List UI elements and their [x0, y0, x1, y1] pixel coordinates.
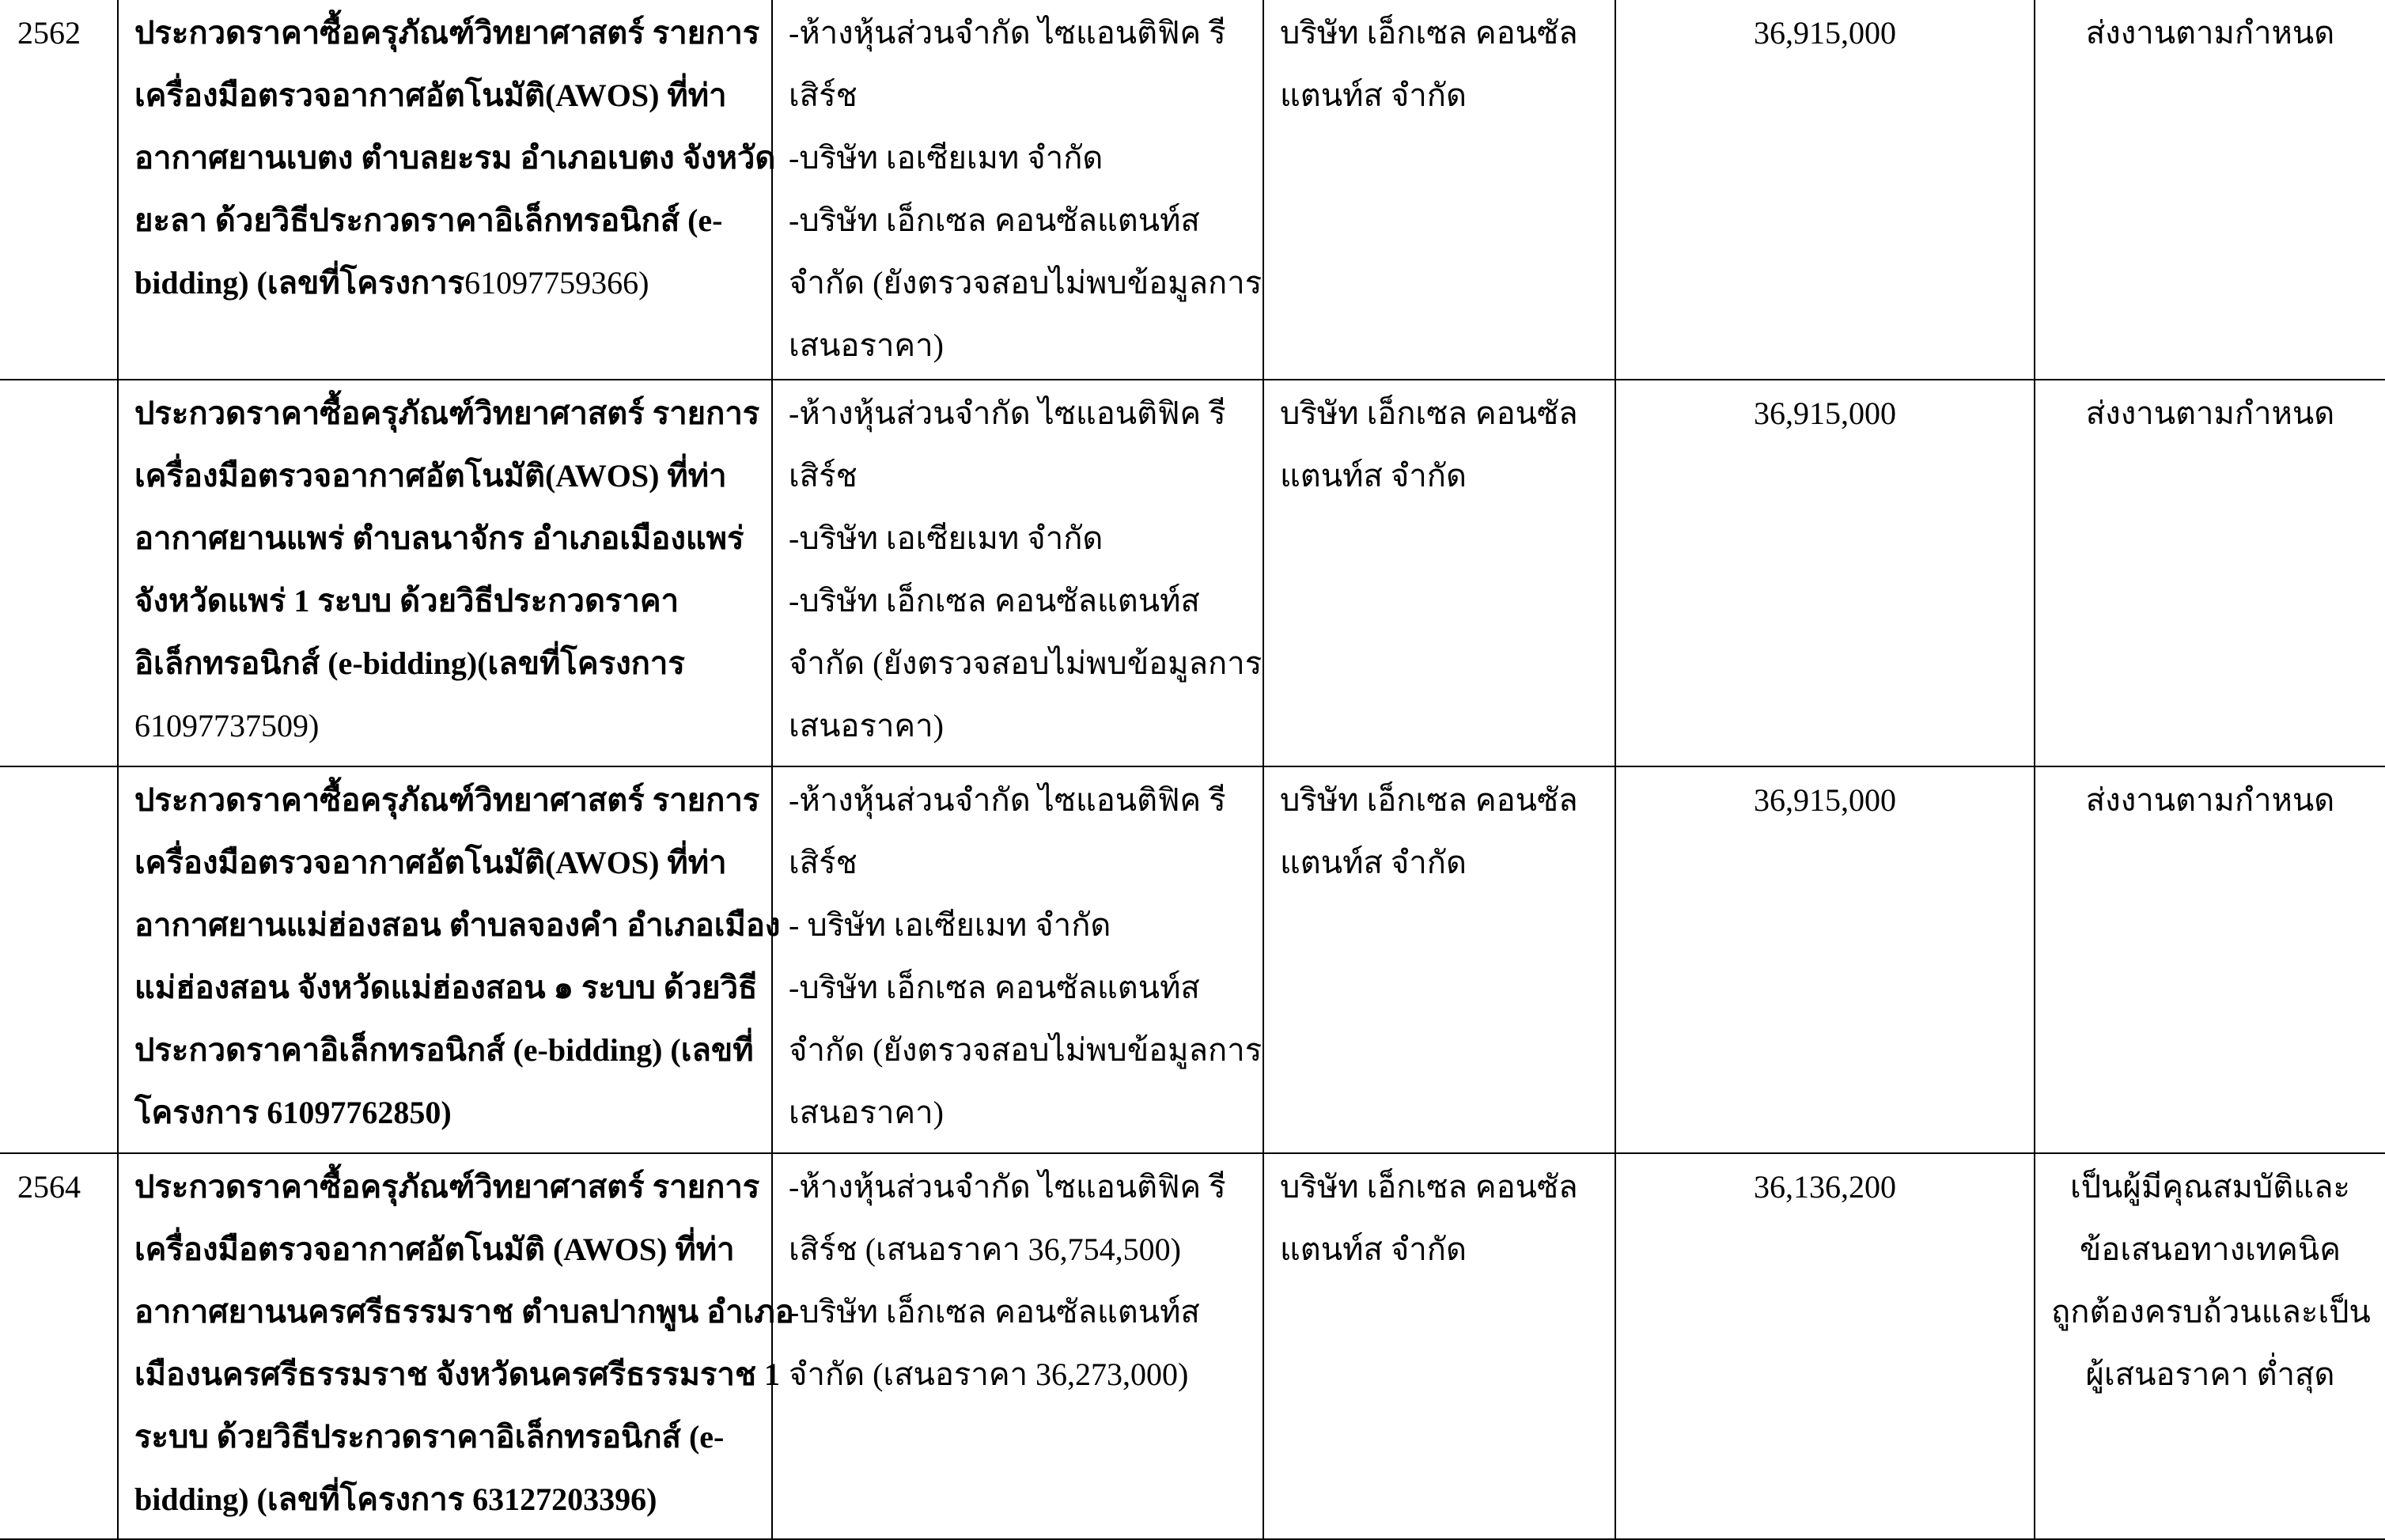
amount-value: 36,915,000 [1754, 15, 1896, 51]
result-line: ผู้เสนอราคา ต่ำสุด [2085, 1356, 2335, 1392]
table-row [0, 1153, 2385, 1539]
project-description-line: ประกวดราคาซื้อครุภัณฑ์วิทยาศาสตร์ รายการ [134, 395, 760, 431]
result-line: ส่งงานตามกำหนด [2085, 395, 2335, 431]
table-row [0, 380, 2385, 766]
year-text: 2564 [17, 1169, 81, 1205]
project-description-text: อิเล็กทรอนิกส์ (e-bidding)(เลขที่โครงการ [134, 645, 685, 681]
winner-line: บริษัท เอ็กเซล คอนซัล [1280, 15, 1578, 51]
project-description-line: โครงการ 61097762850) [134, 1095, 452, 1130]
winner-line: แตนท์ส จำกัด [1280, 845, 1467, 880]
bidder-line: -ห้างหุ้นส่วนจำกัด ไซแอนติฟิค รี [789, 1169, 1226, 1205]
amount-value: 36,915,000 [1754, 395, 1896, 431]
winner-line: แตนท์ส จำกัด [1280, 458, 1467, 494]
winner-line: บริษัท เอ็กเซล คอนซัล [1280, 782, 1578, 818]
project-number: 61097759366) [464, 265, 649, 301]
bidders-cell [772, 1153, 1263, 1539]
bidder-line: -ห้างหุ้นส่วนจำกัด ไซแอนติฟิค รี [789, 395, 1226, 431]
bidder-line: จำกัด (ยังตรวจสอบไม่พบข้อมูลการ [789, 265, 1263, 301]
table-row [0, 0, 2385, 380]
result-line: เป็นผู้มีคุณสมบัติและ [2069, 1169, 2350, 1205]
project-description-line: อากาศยานแม่ฮ่องสอน ตำบลจองคำ อำเภอเมือง [134, 907, 781, 943]
winner-line: แตนท์ส จำกัด [1280, 78, 1467, 113]
year-text: 2562 [17, 15, 81, 51]
project-description-line: แม่ฮ่องสอน จังหวัดแม่ฮ่องสอน ๑ ระบบ ด้วยวิธี [134, 970, 758, 1005]
project-description-line: อากาศยานเบตง ตำบลยะรม อำเภอเบตง จังหวัด [134, 140, 776, 176]
winner-line: บริษัท เอ็กเซล คอนซัล [1280, 1169, 1578, 1205]
project-description-line: อากาศยานนครศรีธรรมราช ตำบลปากพูน อำเภอ [134, 1294, 794, 1330]
bidder-line: -บริษัท เอเซียเมท จำกัด [789, 140, 1104, 176]
project-description-cell [118, 0, 776, 380]
project-description-line: ประกวดราคาอิเล็กทรอนิกส์ (e-bidding) (เลขที่ [134, 1032, 754, 1068]
project-description-line: เมืองนครศรีธรรมราช จังหวัดนครศรีธรรมราช 1 [134, 1356, 780, 1392]
project-description-cell [118, 1153, 794, 1539]
bidder-line: จำกัด (ยังตรวจสอบไม่พบข้อมูลการ [789, 1032, 1263, 1068]
project-description-line [134, 632, 755, 694]
project-description-line: ประกวดราคาซื้อครุภัณฑ์วิทยาศาสตร์ รายการ [134, 1169, 760, 1205]
project-description-line: เครื่องมือตรวจอากาศอัตโนมัติ (AWOS) ที่ท่า [134, 1232, 735, 1267]
bidder-line: เสิร์ช (เสนอราคา 36,754,500) [789, 1232, 1181, 1267]
winner-cell [1263, 380, 1615, 766]
result-cell [2035, 766, 2385, 1153]
bidder-line: เสนอราคา) [789, 327, 944, 363]
year-cell [0, 0, 118, 380]
result-cell [2035, 1153, 2385, 1539]
project-description-cell [118, 380, 772, 766]
project-description-line: เครื่องมือตรวจอากาศอัตโนมัติ(AWOS) ที่ท่า [134, 78, 727, 113]
project-description-line: ระบบ ด้วยวิธีประกวดราคาอิเล็กทรอนิกส์ (e- [134, 1419, 725, 1455]
project-description-line: ประกวดราคาซื้อครุภัณฑ์วิทยาศาสตร์ รายการ [134, 15, 760, 51]
project-description-line: เครื่องมือตรวจอากาศอัตโนมัติ(AWOS) ที่ท่า [134, 845, 727, 880]
amount-cell [1615, 1153, 2035, 1539]
winner-line: บริษัท เอ็กเซล คอนซัล [1280, 395, 1578, 431]
project-number-line [134, 694, 755, 757]
project-number: 61097737509) [134, 708, 320, 744]
project-description-line: ยะลา ด้วยวิธีประกวดราคาอิเล็กทรอนิกส์ (e- [134, 202, 723, 238]
result-line: ข้อเสนอทางเทคนิค [2079, 1232, 2341, 1267]
winner-cell [1263, 0, 1615, 380]
amount-value: 36,915,000 [1754, 782, 1896, 818]
winner-cell [1263, 766, 1615, 1153]
bidders-cell [772, 380, 1263, 766]
table-row [0, 766, 2385, 1153]
result-cell [2035, 380, 2385, 766]
result-line: ถูกต้องครบถ้วนและเป็น [2051, 1294, 2371, 1330]
bidder-line: เสิร์ช [789, 845, 857, 880]
bidder-line: เสนอราคา) [789, 708, 944, 744]
bidder-line: -ห้างหุ้นส่วนจำกัด ไซแอนติฟิค รี [789, 782, 1226, 818]
year-cell [0, 1153, 118, 1539]
amount-cell [1615, 380, 2035, 766]
winner-cell [1263, 1153, 1615, 1539]
year-cell [0, 380, 118, 766]
project-description-line: จังหวัดแพร่ 1 ระบบ ด้วยวิธีประกวดราคา [134, 583, 680, 619]
project-description-text: bidding) (เลขที่โครงการ [134, 265, 465, 301]
amount-value: 36,136,200 [1754, 1169, 1896, 1205]
project-description-cell [118, 766, 781, 1153]
result-line: ส่งงานตามกำหนด [2085, 15, 2335, 51]
bidders-cell [772, 0, 1263, 380]
bidder-line: -บริษัท เอ็กเซล คอนซัลแตนท์ส [789, 1294, 1200, 1330]
bidder-line: -บริษัท เอเซียเมท จำกัด [789, 520, 1104, 556]
bidder-line: -บริษัท เอ็กเซล คอนซัลแตนท์ส [789, 202, 1200, 238]
result-line: ส่งงานตามกำหนด [2085, 782, 2335, 818]
bidder-line: เสนอราคา) [789, 1095, 944, 1130]
project-description-line: เครื่องมือตรวจอากาศอัตโนมัติ(AWOS) ที่ท่า [134, 458, 727, 494]
winner-line: แตนท์ส จำกัด [1280, 1232, 1467, 1267]
year-cell [0, 766, 118, 1153]
bidders-cell [772, 766, 1263, 1153]
result-cell [2035, 0, 2385, 380]
bidder-line: -บริษัท เอ็กเซล คอนซัลแตนท์ส [789, 970, 1200, 1005]
project-description-line: อากาศยานแพร่ ตำบลนาจักร อำเภอเมืองแพร่ [134, 520, 744, 556]
bidder-line: จำกัด (ยังตรวจสอบไม่พบข้อมูลการ [789, 645, 1263, 681]
bidder-line: เสิร์ช [789, 78, 857, 113]
project-description-line: bidding) (เลขที่โครงการ 63127203396) [134, 1481, 657, 1517]
project-description-line: ประกวดราคาซื้อครุภัณฑ์วิทยาศาสตร์ รายการ [134, 782, 760, 818]
bidder-line: จำกัด (เสนอราคา 36,273,000) [789, 1356, 1189, 1392]
bidder-line: -บริษัท เอ็กเซล คอนซัลแตนท์ส [789, 583, 1200, 619]
bidder-line: - บริษัท เอเซียเมท จำกัด [789, 907, 1111, 943]
project-description-line [134, 252, 755, 314]
amount-cell [1615, 766, 2035, 1153]
bidder-line: -ห้างหุ้นส่วนจำกัด ไซแอนติฟิค รี [789, 15, 1226, 51]
bidder-line: เสิร์ช [789, 458, 857, 494]
amount-cell [1615, 0, 2035, 380]
